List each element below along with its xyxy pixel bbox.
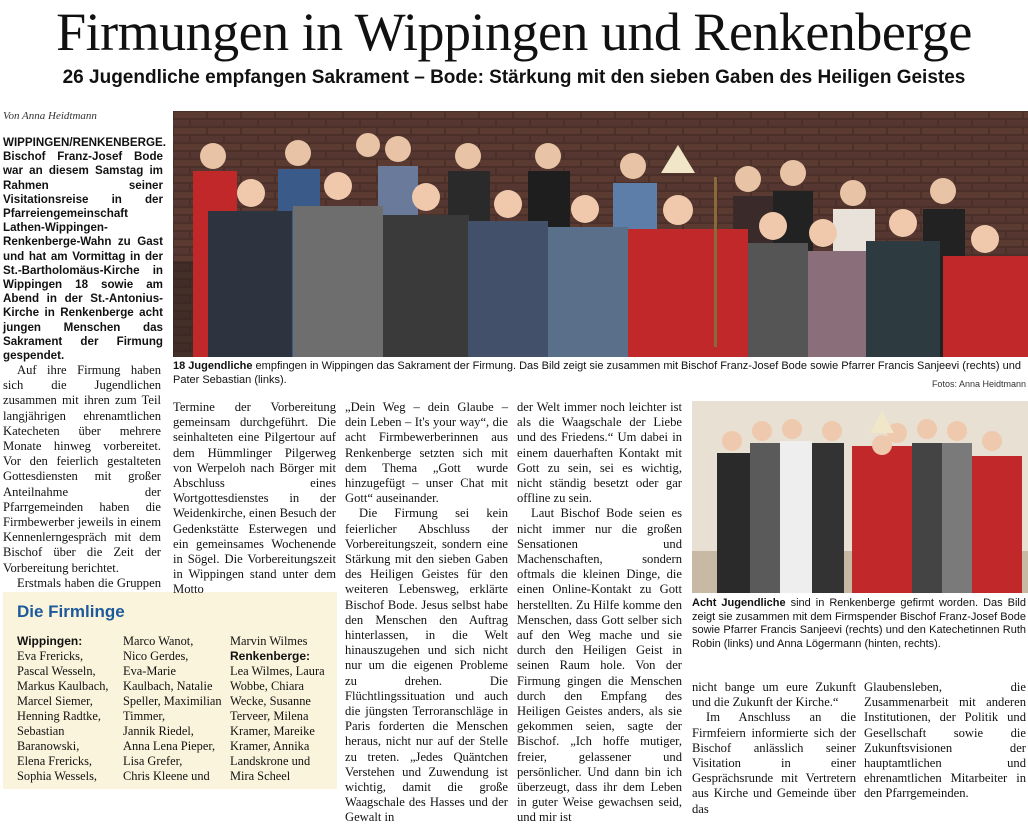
name-line: Lea Wilmes, Laura Wobbe, Chiara Wecke, Susanne Terveer, Milena Kramer, Mareike Kramer, Annika Landskrone und [230, 664, 325, 768]
group-photo-wippingen [173, 111, 1028, 357]
name-line: Mira Scheel [230, 769, 291, 783]
body-paragraph: Die Firmung sei kein feierlicher Abschluss der Vorbereitungszeit, sondern eine Stärkung mit den sieben Gaben des Heiligen Geistes für den weiteren Lebensweg, erklärte Bischof Bode. Jesus selbst habe den Menschen den Auftrag hinterlassen, in die Welt hinauszugehen und sich nicht nur um die eigenen Probleme zu drehen. Die Flüchtlingssituation und auch die jüngsten Terroranschläge in Paris forderten die Menschen heraus, nicht nur auf der Stelle zu treten. „Jedes Quäntchen Verstehen und Zuwendung ist wichtig, damit die große Waagschale des Hasses und der Gewalt in [345, 506, 508, 825]
name-line: Sophia Wessels, [17, 769, 97, 783]
body-paragraph: Auf ihre Firmung haben sich die Jugendlichen zusammen mit ihren zum Teil langjährigen ehrenamtlichen Katecheten über mehrere Monate hinweg vorbereitet. Vor den feierlich gestalteten Gottesdiensten mit großer Anteilnahme der Pfarrgemeinden haben die Firmbewerber jeweils in einem Kennenlerngespräch mit dem Bischof über die Zeit der Vorbereitung berichtet. [3, 363, 161, 575]
body-paragraph: der Welt immer noch leichter ist als die Waagschale der Liebe und des Friedens.“ Um dabei in einem dauerhaften Kontakt mit Gott zu sein, sei es wichtig, nicht ständig besetzt oder gar offline zu sein. [517, 400, 682, 506]
caption-text: sind in Renkenberge gefirmt worden. Das Bild zeigt sie zusammen mit dem Firmspender Bischof Franz-Josef Bode sowie Pfarrer Francis Sanjeevi (rechts) und den Katechetinnen Ruth Robin (links) und Anna Lögermann (hinten, rechts). [692, 597, 1026, 650]
group-photo-renkenberge-image [692, 401, 1028, 593]
name-line: Elena Frericks, [17, 754, 93, 768]
body-paragraph: Laut Bischof Bode seien es nicht immer nur die großen Sensationen und Machenschaften, sondern oftmals die kleinen Dinge, die einen Online-Kontakt zu Gott herstellten. Zu Hilfe komme den Menschen, dass Gott selber sich auf den Weg mache und sie durch den Heiligen Geist in seinen Raum hole. Von der Firmung gingen die Menschen durch den Empfang des Heiligen Geistes anders, als sie gekommen seien, sagte der Bischof. „Ich hoffe mutiger, freier, gelassener und persönlicher. Und dann bin ich überzeugt, dass ihr dem Leben in guter Weise gewachsen seid, und mir ist [517, 506, 682, 825]
group-photo-renkenberge [692, 401, 1028, 593]
firmlinge-box [3, 592, 337, 789]
caption-bold-lead: 18 Jugendliche [173, 360, 253, 372]
body-column-5 [692, 680, 856, 816]
firmlinge-column-1 [17, 634, 117, 784]
renkenberge-label: Renkenberge: [230, 649, 311, 663]
name-line: Jannik Riedel, [123, 724, 194, 738]
firmlinge-column-2 [123, 634, 223, 784]
name-line: Marvin Wilmes [230, 634, 308, 648]
name-line: Nico Gerdes, [123, 649, 189, 663]
wippingen-label: Wippingen: [17, 634, 83, 648]
body-paragraph: Erstmals haben die Gruppen [17, 575, 161, 590]
body-column-2 [173, 400, 336, 597]
body-paragraph: „Dein Weg – dein Glaube – dein Leben – It's your way“, die acht Firmbewerberinnen aus Renkenberge setzten sich mit dem Thema „Gott wurde hinzugefügt – unser Chat mit Gott“ auseinander. [345, 400, 508, 506]
subheadline: 26 Jugendliche empfangen Sakrament – Bode: Stärkung mit den sieben Gaben des Heiligen Geistes [62, 67, 966, 88]
name-line: Eva-Marie Kaulbach, Natalie Speller, Maximilian Timmer, [123, 664, 222, 723]
name-line: Anna Lena Pieper, Lisa Grefer, [123, 739, 216, 768]
body-paragraph: Glaubensleben, die Zusammenarbeit mit anderen Institutionen, der Politik und Gesellschaft sowie die Zukunftsvisionen der hauptamtlichen und ehrenamtlichen Mitarbeiter in den Pfarrgemeinden. [864, 680, 1026, 801]
body-column-6 [864, 680, 1026, 801]
name-line: Chris Kleene und [123, 769, 210, 783]
headline: Firmungen in Wippingen und Renkenberge [56, 2, 972, 62]
body-paragraph: Im Anschluss an die Firmfeiern informierte sich der Bischof anlässlich seiner Visitation in einer Gesprächsrunde mit Vertretern aus Kirche und Gemeinde über das [692, 710, 856, 816]
body-paragraph: Termine der Vorbereitung gemeinsam durchgeführt. Die seinhalteten eine Pilgertour auf dem Hümmlinger Pilgerweg von Werpeloh nach Börger mit Abschluss eines Wortgottesdienstes in der Weidenkirche, einen Besuch der Gedenkstätte Esterwegen und ein gemeinsames Wochenende in Sögel. Die Vorbereitungszeit in Wippingen stand unter dem Motto [173, 400, 336, 597]
name-line: Markus Kaulbach, Marcel Siemer, Henning Radtke, Sebastian Baranowski, [17, 679, 109, 753]
photo-credit: Fotos: Anna Heidtmann [931, 379, 1026, 389]
body-column-4 [517, 400, 682, 825]
name-line: Eva Frericks, Pascal Wesseln, [17, 649, 96, 678]
caption-text: empfingen in Wippingen das Sakrament der Firmung. Das Bild zeigt sie zusammen mit Bischof Franz-Josef Bode sowie Pfarrer Francis Sanjeevi (rechts) und Pater Sebastian (links). [173, 360, 1021, 386]
photo-caption-renkenberge [692, 597, 1026, 651]
intro-paragraph: WIPPINGEN/RENKENBERGE. Bischof Franz-Josef Bode war an diesem Samstag im Rahmen seiner Visitationsreise in der Pfarreiengemeinschaft Lathen-Wippingen-Renkenberge-Wahn zu Gast und hat am Vormittag in der St.-Bartholomäus-Kirche in Wippingen 18 sowie am Abend in der St.-Antonius-Kirche in Renkenberge acht jungen Menschen das Sakrament der Firmung gespendet. [3, 136, 166, 363]
body-paragraph: nicht bange um eure Zukunft und die Zukunft der Kirche.“ [692, 680, 856, 710]
firmlinge-column-3 [230, 634, 330, 784]
byline: Von Anna Heidtmann [3, 110, 97, 122]
name-line: Marco Wanot, [123, 634, 194, 648]
firmlinge-title: Die Firmlinge [17, 602, 125, 621]
body-column-3 [345, 400, 508, 825]
group-photo-wippingen-image [173, 111, 1028, 357]
body-column-1 [3, 363, 161, 606]
caption-bold-lead: Acht Jugendliche [692, 597, 786, 609]
